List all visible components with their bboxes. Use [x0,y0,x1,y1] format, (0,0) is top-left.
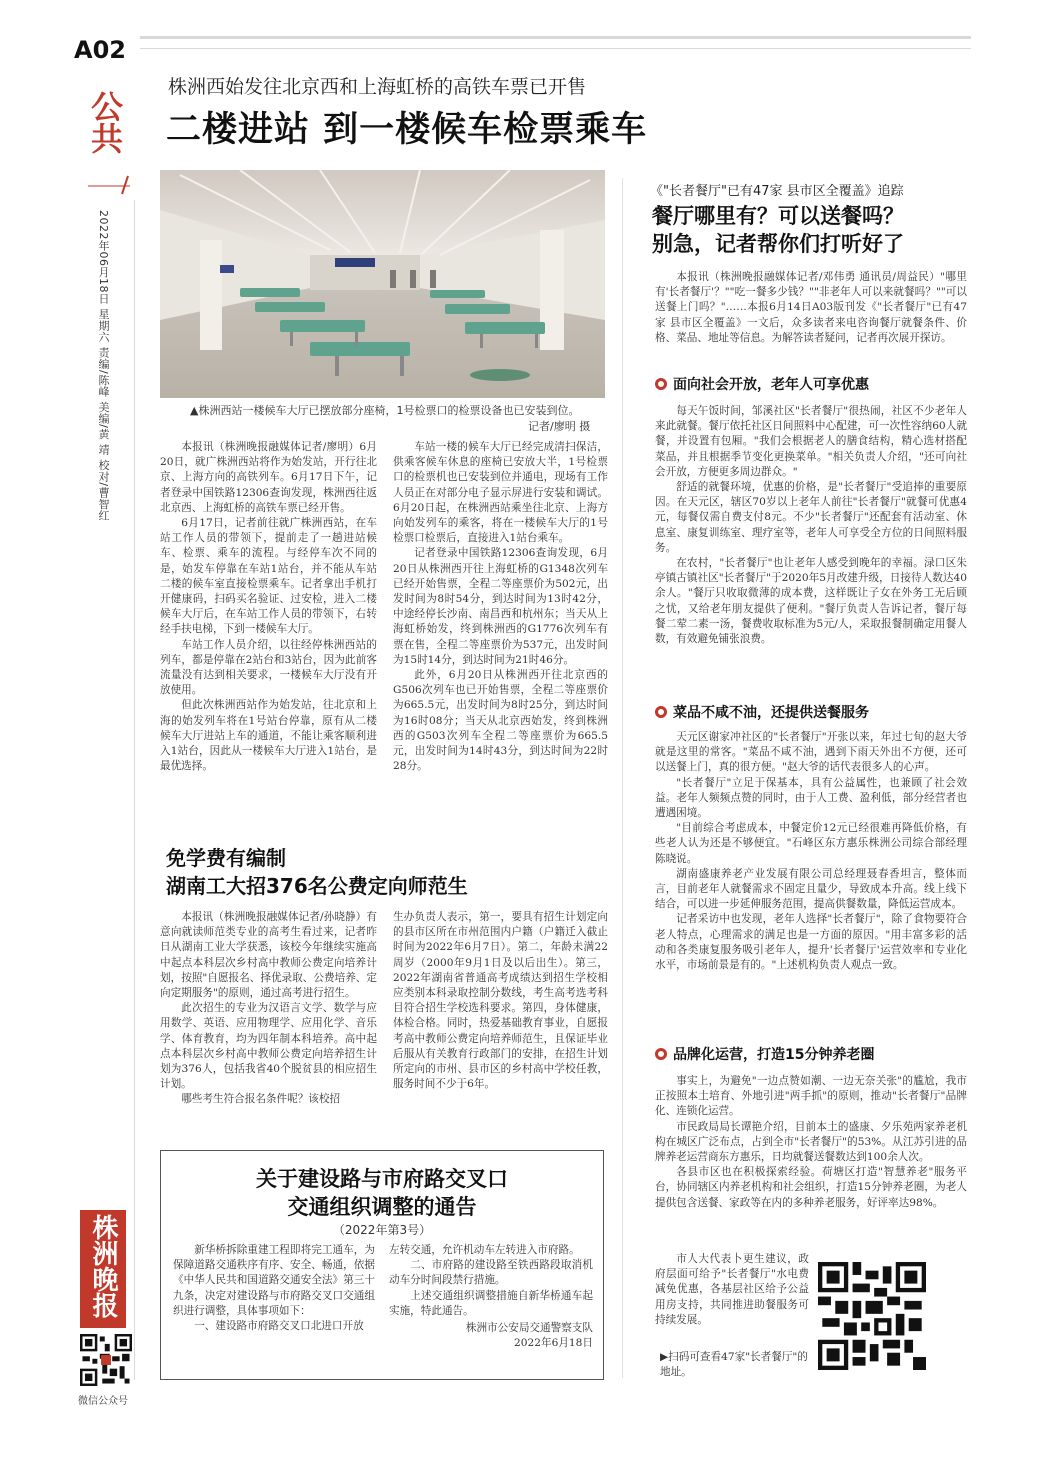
paragraph: 每天午饭时间，邹溪社区"长者餐厅"很热闹，社区不少老年人来此就餐。餐厅依托社区日间照料中心配建，可一次性容纳60人就餐，并设置有包厢。"我们会根据老人的膳食结构，精心选材搭配菜品，并且根据季节变化更换菜单。"相关负责人介绍，"还可向社会开放，方便更多周边群众。" [655,405,967,478]
notice-number: （2022年第3号） [332,1223,432,1237]
column-divider [622,178,623,1378]
article3-headline-1: 餐厅哪里有？可以送餐吗？ [652,204,904,228]
article3-intro [655,270,967,346]
paragraph: 湖南盛康养老产业发展有限公司总经理聂春香坦言，整体而言，目前老年人就餐需求不固定且量少，导致成本升高。线上线下结合，可以进一步延伸服务范围，提高供餐数量，降低运营成本。 [655,867,967,911]
paragraph: 本报讯（株洲晚报融媒体记者/孙晓静）有意向就读师范类专业的高考生看过来，记者昨日从湖南工业大学获悉，该校今年继续实施高中起点本科层次乡村高中教师公费定向培养计划，按照"自愿报名、择优录取、公费培养、定向定期服务"的原则，通过高考进行招生。 [160,911,377,1000]
paragraph: 舒适的就餐环境，优惠的价格，是"长者餐厅"受追捧的重要原因。在天元区，辖区70岁以上老年人前往"长者餐厅"就餐可优惠4元，每餐仅需自费支付8元。不少"长者餐厅"还配套有活动室、休息室、康复训练室、理疗室等，老年人可享受全方位的日间照料服务。 [655,481,967,554]
qr-note: ▶扫码可查看47家"长者餐厅"的地址。 [660,1351,808,1379]
wechat-qr-icon [80,1334,132,1386]
paragraph: 6月17日，记者前往就广株洲西站，在车站工作人员的带领下，提前走了一趟进站候车、检票、乘车的流程。与经停车次不同的是，始发车停靠在车站1站台，并不能从车站二楼的候车室直接检票乘车。记者拿出手机打开健康码，扫码买名验证、过安检，进入二楼候车大厅后，在车站工作人员的带领下，右转经手扶电梯，下到一楼候车大厅。 [160,517,377,636]
paragraph: 上述交通组织调整措施自新华桥通车起实施，特此通告。 [389,1289,593,1317]
paragraph: 本报讯（株洲晚报融媒体记者/邓伟勇 通讯员/周益民）"哪里有'长者餐厅'？""吃一餐多少钱？""非老年人可以来就餐吗？""可以送餐上门吗？"……本报6月14日A03版刊发《"长者餐厅"已有47家 县市区全覆盖》一文后，众多读者来电咨询餐厅就餐条件、价格、菜品、地址等信息。为解答读者疑问，记者再次展开探访。 [655,271,967,344]
paragraph: 记者采访中也发现，老年人选择"长者餐厅"，除了食物要符合老人特点，心理需求的满足也是一方面的原因。"用丰富多彩的活动和各类康复服务吸引老年人，提升'长者餐厅'运营效率和专业化水平，市场前景是有的。"上述机构负责人观点一致。 [655,913,967,972]
subhead-text: 面向社会开放，老年人可享优惠 [673,377,869,393]
paragraph: 天元区谢家冲社区的"长者餐厅"开张以来，年过七旬的赵大爷就是这里的常客。"菜品不咸不油，遇到下雨天外出不方便，还可以送餐上门，真的很方便。"赵大爷的话代表很多人的心声。 [655,731,967,774]
notice-box [160,1150,604,1380]
masthead-box [80,1210,126,1328]
left-rule [134,200,135,1380]
article3-section-3 [655,1074,967,1211]
paragraph: "目前综合考虑成本，中餐定价12元已经很难再降低价格，有些老人认为还是不够便宜。"石峰区东方惠乐株洲公司综合部经理陈晓说。 [655,822,967,865]
paragraph: 事实上，为避免"一边点赞如潮、一边无奈关张"的尴尬，我市正按照本土培育、外地引进"两手抓"的原则，推动"长者餐厅"品牌化、连锁化运营。 [655,1075,967,1118]
paragraph: 此外，6月20日从株洲西开往北京西的G506次列车也已开始售票，全程二等座票价为665.5元，出发时间为8时25分，到达时间为16时08分；当天从北京西始发，终到株洲西的G503次列车全程二等座票价为665.5元，出发时间为14时43分，到达时间为22时28分。 [393,669,608,773]
article3-section-3-final [655,1252,809,1328]
notice-date: 2022年6月18日 [514,1337,593,1350]
article3-section-2 [655,730,967,973]
notice-column-1 [173,1243,375,1334]
article2-column-1 [160,910,377,1108]
masthead-logo: 株洲晚报 [88,1214,118,1318]
section-tag-text: 公共 [86,90,124,154]
paragraph: 市民政局局长谭艳介绍，目前本土的盛康、夕乐苑两家养老机构在城区广泛布点，占到全市"长者餐厅"的53%。从江苏引进的品牌养老运营商东方惠乐，日均就餐送餐数达到100余人次。 [655,1120,967,1164]
paragraph: 二、市府路的建设路至铁西路段取消机动车分时间段禁行措施。 [389,1259,593,1287]
circle-bullet-icon [655,378,667,390]
article1-photo-credit: 记者/廖明 摄 [528,420,591,433]
paragraph: 但此次株洲西站作为始发站，往北京和上海的始发列车将在1号站台停靠，原有从二楼候车大厅进站上车的通道，不能让乘客顺利进入1站台，因此从一楼候车大厅进入1站台，是最优选择。 [160,699,377,773]
paragraph: 记者登录中国铁路12306查询发现，6月20日从株洲西开往上海虹桥的G1348次列车已经开始售票，全程二等座票价为502元，出发时间为8时54分，到达时间为13时42分，中途经停长沙南、南昌西和杭州东；当天从上海虹桥始发，终到株洲西的G1776次列车有票在售，全程二等座票价为537元，出发时间为15时14分，到达时间为21时46分。 [393,547,608,666]
paragraph: 各县市区也在积极探索经验。荷塘区打造"智慧养老"服务平台，协同辖区内养老机构和社会组织，打造15分钟养老圈，为老人提供包含送餐、家政等在内的多种养老服务，好评率达98%。 [655,1166,967,1209]
notice-title-1: 关于建设路与市府路交叉口 [256,1167,508,1191]
article3-subhead-1 [655,374,869,394]
top-rule [140,36,971,39]
paragraph: "长者餐厅"立足于保基本，具有公益属性，也兼顾了社会效益。老年人频频点赞的同时，由于人工费、盈利低，部分经营者也遭遇困境。 [655,776,967,820]
paragraph: 市人大代表卜更生建议，政府层面可给予"长者餐厅"水电费减免优惠，各基层社区给予公益用房支持，共同推进助餐服务可持续发展。 [655,1253,809,1326]
circle-bullet-icon [655,1048,667,1060]
paragraph: 车站一楼的候车大厅已经完成清扫保洁，供乘客候车休息的座椅已安放大半，1号检票口的检票机也已安装到位并通电，现场有工作人员正在对部分电子显示屏进行安装和调试。6月20日起，在株洲西站乘坐往北京、上海方向始发列车的乘客，将在一楼候车大厅的1号检票口检票后，直接进入1站台乘车。 [393,441,608,545]
paragraph: 新华桥拆除重建工程即将完工通车，为保障道路交通秩序有序、安全、畅通，依据《中华人民共和国道路交通安全法》第三十九条，决定对建设路与市府路交叉口交通组织进行调整，具体事项如下： [173,1244,375,1317]
restaurant-list-qr-icon[interactable] [818,1262,926,1370]
article2-column-2 [393,910,608,1092]
article1-photo [160,170,605,398]
subhead-text: 品牌化运营，打造15分钟养老圈 [673,1047,875,1063]
article2-headline-1: 免学费有编制 [166,846,286,870]
paragraph: 在农村，"长者餐厅"也让老年人感受到晚年的幸福。渌口区朱亭镇古镇社区"长者餐厅"于2020年5月改建升级，日接待人数达40余人。"餐厅只收取微薄的成本费，这样既让子女在外务工无后顾之忧，又给老年朋友提供了便利。"餐厅负责人告诉记者，餐厅每餐二荤二素一汤，餐费收取标准为5元/人，采取报餐制确定用餐人数，有效避免铺张浪费。 [655,557,967,646]
article1-photo-caption: ▲株洲西站一楼候车大厅已摆放部分座椅，1号检票口的检票设备也已安装到位。 [190,404,580,417]
paragraph: 哪些考生符合报名条件呢？该校招 [181,1093,341,1106]
article2-headline-2: 湖南工大招376名公费定向师范生 [166,874,468,898]
notice-issuer: 株洲市公安局交通警察支队 [465,1322,593,1335]
notice-column-2 [389,1243,593,1351]
page-number: A02 [74,36,126,64]
notice-title-2: 交通组织调整的通告 [287,1195,477,1219]
article1-column-2 [393,440,608,774]
paragraph: 左转交通，允许机动车左转进入市府路。 [389,1244,580,1256]
article3-headline-2: 别急，记者帮你们打听好了 [652,232,904,256]
dateline: 2022年06月18日 星期六 责编/陈峰 美编/黄 靖 校对/曹智红 [97,210,110,522]
paragraph: 车站工作人员介绍，以往经停株洲西站的列车，都是停靠在2站台和3站台，因为此前客流量没有达到相关要求，一楼候车大厅没有开放使用。 [160,638,377,697]
paragraph: 本报讯（株洲晚报融媒体记者/廖明）6月20日，就广株洲西站将作为始发站，开行往北京、上海方向的高铁列车。6月17日下午，记者登录中国铁路12306查询发现，株洲西往返北京西、上海虹桥的高铁车票已经开售。 [160,441,377,514]
paragraph: 生办负责人表示，第一，要具有招生计划定向的县市区所在市州范围内户籍（户籍迁入截止时间为2022年6月7日）。第二，年龄未满22周岁（2000年9月1日及以后出生）。第三，2022年湖南省普通高考成绩达到招生学校相应类别本科录取控制分数线，考生高考选考科目符合招生学校选科要求。第四，身体健康，体检合格。同时，热爱基础教育事业，自愿报考高中教师公费定向培养师范生，且保证毕业后服从有关教育行政部门的安排，在招生计划所定向的市州、县市区的乡村高中学校任教，服务时间不少于6年。 [393,911,608,1091]
article3-kicker: 《"长者餐厅"已有47家 县市区全覆盖》追踪 [650,184,904,199]
circle-bullet-icon [655,706,667,718]
waiting-hall-illustration [160,170,605,398]
article3-subhead-2 [655,702,869,722]
top-rule-thin [140,48,971,49]
article3-section-1 [655,404,967,647]
section-tag-slash [84,86,132,196]
article1-kicker: 株洲西始发往北京西和上海虹桥的高铁车票已开售 [168,76,587,98]
section-tag [84,86,132,196]
article3-subhead-3 [655,1044,874,1064]
article1-column-1 [160,440,377,774]
article1-headline: 二楼进站 到一楼候车检票乘车 [166,110,648,150]
paragraph: 一、建设路市府路交叉口北进口开放 [194,1320,364,1333]
paragraph: 此次招生的专业为汉语言文学、数学与应用数学、英语、应用物理学、应用化学、音乐学、体育教育，均为四年制本科培养。高中起点本科层次乡村高中教师公费定向培养招生计划为376人，包括我省40个脱贫县的相应招生计划。 [160,1002,377,1091]
qr-caption: 微信公众号 [78,1396,128,1407]
subhead-text: 菜品不咸不油，还提供送餐服务 [673,705,869,721]
